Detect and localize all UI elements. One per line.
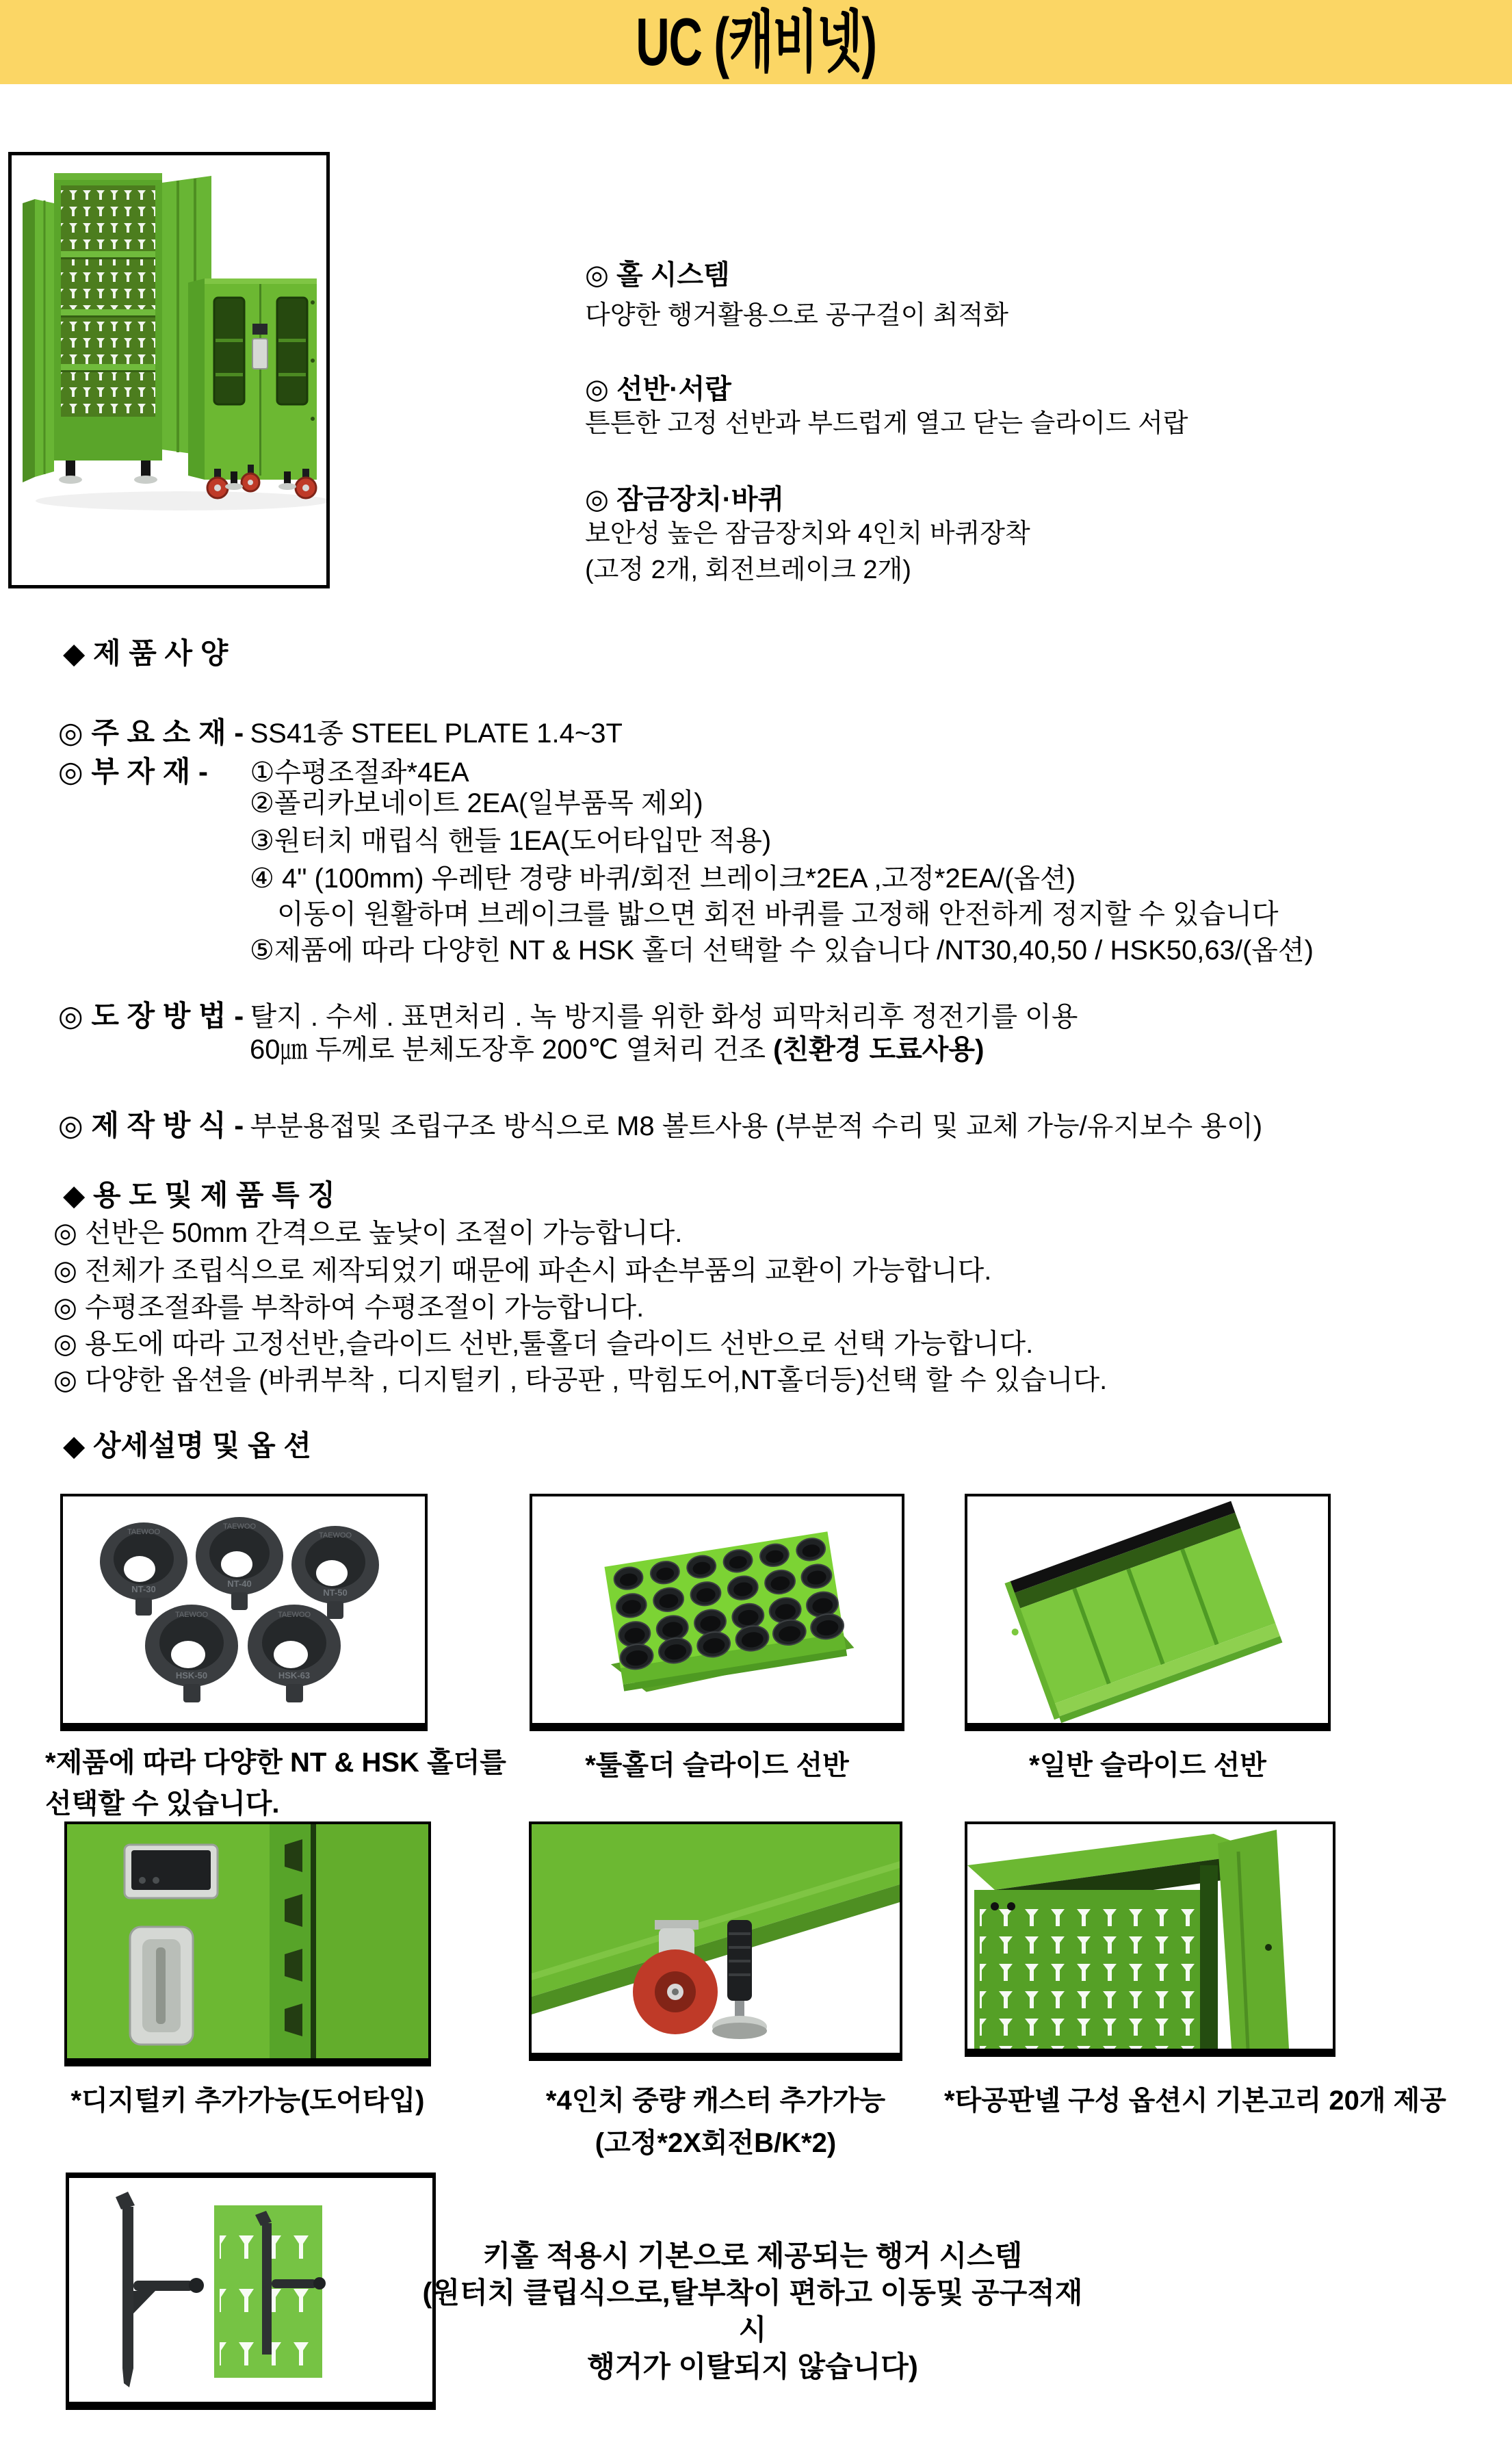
svg-text:TAEWOO: TAEWOO [277, 1611, 311, 1619]
hanger-on-pegboard [214, 2205, 326, 2378]
svg-text:HSK-63: HSK-63 [278, 1670, 311, 1681]
spec-paint-line2-regular: 60㎛ 두께로 분체도장후 200℃ 열처리 건조 [250, 1035, 774, 1065]
title-banner [0, 0, 1512, 84]
leveling-foot [59, 461, 82, 484]
svg-text:TAEWOO: TAEWOO [174, 1611, 209, 1619]
svg-text:TAEWOO: TAEWOO [127, 1528, 161, 1536]
tall-cabinet [23, 173, 211, 484]
feature-body-shelf-drawer: 튼튼한 고정 선반과 부드럽게 열고 닫는 슬라이드 서랍 [585, 409, 1188, 438]
spec-parts-item-3: ③원터치 매립식 핸들 1EA(도어타입만 적용) [250, 826, 772, 856]
toolholder-tray [596, 1530, 856, 1696]
spec-label-paint: ◎ 도 장 방 법 - [58, 1000, 244, 1032]
product-figure [8, 152, 330, 588]
figure-slide-shelf [965, 1494, 1331, 1731]
spec-label-material: ◎ 주 요 소 재 - [58, 716, 244, 749]
spec-parts-item-2: ②폴리카보네이트 2EA(일부품목 제외) [250, 788, 703, 818]
slide-shelf-image [967, 1496, 1328, 1723]
spec-row-parts [58, 749, 469, 790]
toolholder-shelf-image [532, 1496, 902, 1723]
tool-holder [196, 1517, 283, 1610]
caption-perforated-panel: *타공판넬 구성 옵션시 기본고리 20개 제공 [944, 2086, 1446, 2116]
spec-value-material: SS41종 STEEL PLATE 1.4~3T [250, 718, 623, 749]
page-title: UC (캐비넷) [636, 4, 876, 79]
usage-item-5: ◎ 다양한 옵션을 (바퀴부착 , 디지털키 , 타공판 , 막힘도어,NT홀더등)선택 할 수 있습니다. [53, 1365, 1108, 1395]
spec-row-material [58, 710, 623, 751]
caster-image [532, 1824, 900, 2053]
nt-hsk-holders-image [63, 1496, 425, 1723]
spec-paint-line2-bold: (친환경 도료사용) [773, 1035, 985, 1065]
ground-shadow [36, 491, 326, 510]
figure-hanger-system [66, 2173, 436, 2410]
tool-holder [145, 1605, 238, 1702]
svg-text:NT-40: NT-40 [227, 1579, 252, 1589]
door-window [214, 298, 244, 404]
feature-body-hole-system: 다양한 행거활용으로 공구걸이 최적화 [585, 301, 1009, 330]
tool-holder [248, 1605, 341, 1702]
caption-digital-key: *디지털키 추가가능(도어타입) [70, 2086, 425, 2116]
usage-item-2: ◎ 전체가 조립식으로 제작되었기 때문에 파손시 파손부품의 교환이 가능합니다. [53, 1256, 992, 1286]
door-handle [130, 1927, 193, 2045]
spec-paint-line2 [250, 1033, 984, 1066]
spec-parts-item-1: ①수평조절좌*4EA [250, 757, 469, 788]
caption-holders-line2: 선택할 수 있습니다. [45, 1789, 280, 1819]
figure-toolholder-shelf [530, 1494, 904, 1731]
door-window [277, 298, 307, 404]
perforated-panel-image [967, 1824, 1333, 2049]
spec-label-parts: ◎ 부 자 재 - [58, 755, 209, 788]
section-title-spec: ◆ 제 품 사 양 [63, 637, 229, 669]
usage-item-3: ◎ 수평조절좌를 부착하여 수평조절이 가능합니다. [53, 1293, 644, 1323]
spec-parts-item-5: ⑤제품에 따라 다양힌 NT & HSK 홀더 선택할 수 있습니다 /NT30,40,50 / HSK50,63/(옵션) [250, 935, 1314, 965]
feature-heading-shelf-drawer: ◎ 선반·서랍 [585, 374, 731, 404]
caption-toolholder-shelf: *툴홀더 슬라이드 선반 [585, 1750, 849, 1780]
svg-text:NT-30: NT-30 [131, 1584, 156, 1594]
figure-caster [529, 1821, 902, 2061]
feature-body-lock-wheel-2: (고정 2개, 회전브레이크 2개) [585, 556, 911, 584]
section-title-details: ◆ 상세설명 및 옵 션 [63, 1429, 311, 1462]
hanger-description-line3: 행거가 이탈되지 않습니다) [587, 2350, 918, 2383]
caption-slide-shelf: *일반 슬라이드 선반 [1029, 1750, 1266, 1780]
usage-item-1: ◎ 선반은 50mm 간격으로 높낮이 조절이 가능합니다. [53, 1218, 683, 1248]
feature-heading-hole-system: ◎ 홀 시스템 [585, 260, 730, 290]
keypad [125, 1845, 218, 1898]
svg-text:HSK-50: HSK-50 [175, 1670, 208, 1681]
figure-digital-key [64, 1821, 431, 2066]
svg-text:NT-50: NT-50 [323, 1587, 348, 1598]
usage-item-4: ◎ 용도에 따라 고정선반,슬라이드 선반,툴홀더 슬라이드 선반으로 선택 가능합니다. [53, 1329, 1034, 1359]
caption-caster-line1: *4인치 중량 캐스터 추가가능 [545, 2086, 886, 2116]
tool-holder [100, 1522, 187, 1616]
leveling-foot [134, 461, 157, 484]
spec-value-build: 부분용접및 조립구조 방식으로 M8 볼트사용 (부분적 수리 및 교체 가능/유지보수 용이) [250, 1111, 1263, 1141]
svg-text:TAEWOO: TAEWOO [222, 1522, 257, 1531]
spec-row-build [58, 1103, 1262, 1144]
tool-holder [291, 1526, 379, 1619]
figure-nt-hsk-holders [60, 1494, 428, 1731]
hanger-description-line1: 키홀 적용시 기본으로 제공되는 행거 시스템 [482, 2240, 1023, 2272]
spec-label-build: ◎ 제 작 방 식 - [58, 1109, 244, 1141]
section-title-usage: ◆ 용 도 및 제 품 특 징 [63, 1179, 335, 1211]
lock-handle [252, 339, 268, 369]
feature-heading-lock-wheel: ◎ 잠금장치·바퀴 [585, 484, 785, 515]
spec-row-paint [58, 994, 1078, 1035]
short-cabinet [188, 278, 317, 498]
digital-key-image [67, 1824, 428, 2058]
spec-parts-item-4-note: 이동이 원활하며 브레이크를 밟으면 회전 바퀴를 고정해 안전하게 정지할 수 있습니다 [277, 899, 1279, 929]
feature-body-lock-wheel: 보안성 높은 잠금장치와 4인치 바퀴장착 [585, 519, 1030, 548]
caption-holders-line1: *제품에 따라 다양한 NT & HSK 홀더를 [45, 1748, 506, 1778]
hanger-description-line2: (원터치 클립식으로,탈부착이 편하고 이동및 공구적재시 [422, 2277, 1083, 2346]
figure-perforated-panel [965, 1821, 1335, 2057]
hanger-system-image [69, 2178, 432, 2402]
caption-caster-line2: (고정*2X회전B/K*2) [595, 2128, 837, 2158]
divider-tray [995, 1501, 1282, 1723]
spec-parts-item-4: ④ 4" (100mm) 우레탄 경량 바퀴/회전 브레이크*2EA ,고정*2EA/(옵션) [250, 864, 1076, 894]
svg-text:TAEWOO: TAEWOO [318, 1531, 352, 1540]
cabinet-product-image [12, 155, 326, 585]
spec-paint-line1: 탈지 . 수세 . 표면처리 . 녹 방지를 위한 화성 피막처리후 정전기를 이용 [250, 1002, 1078, 1032]
hanger-description [410, 2238, 1095, 2385]
